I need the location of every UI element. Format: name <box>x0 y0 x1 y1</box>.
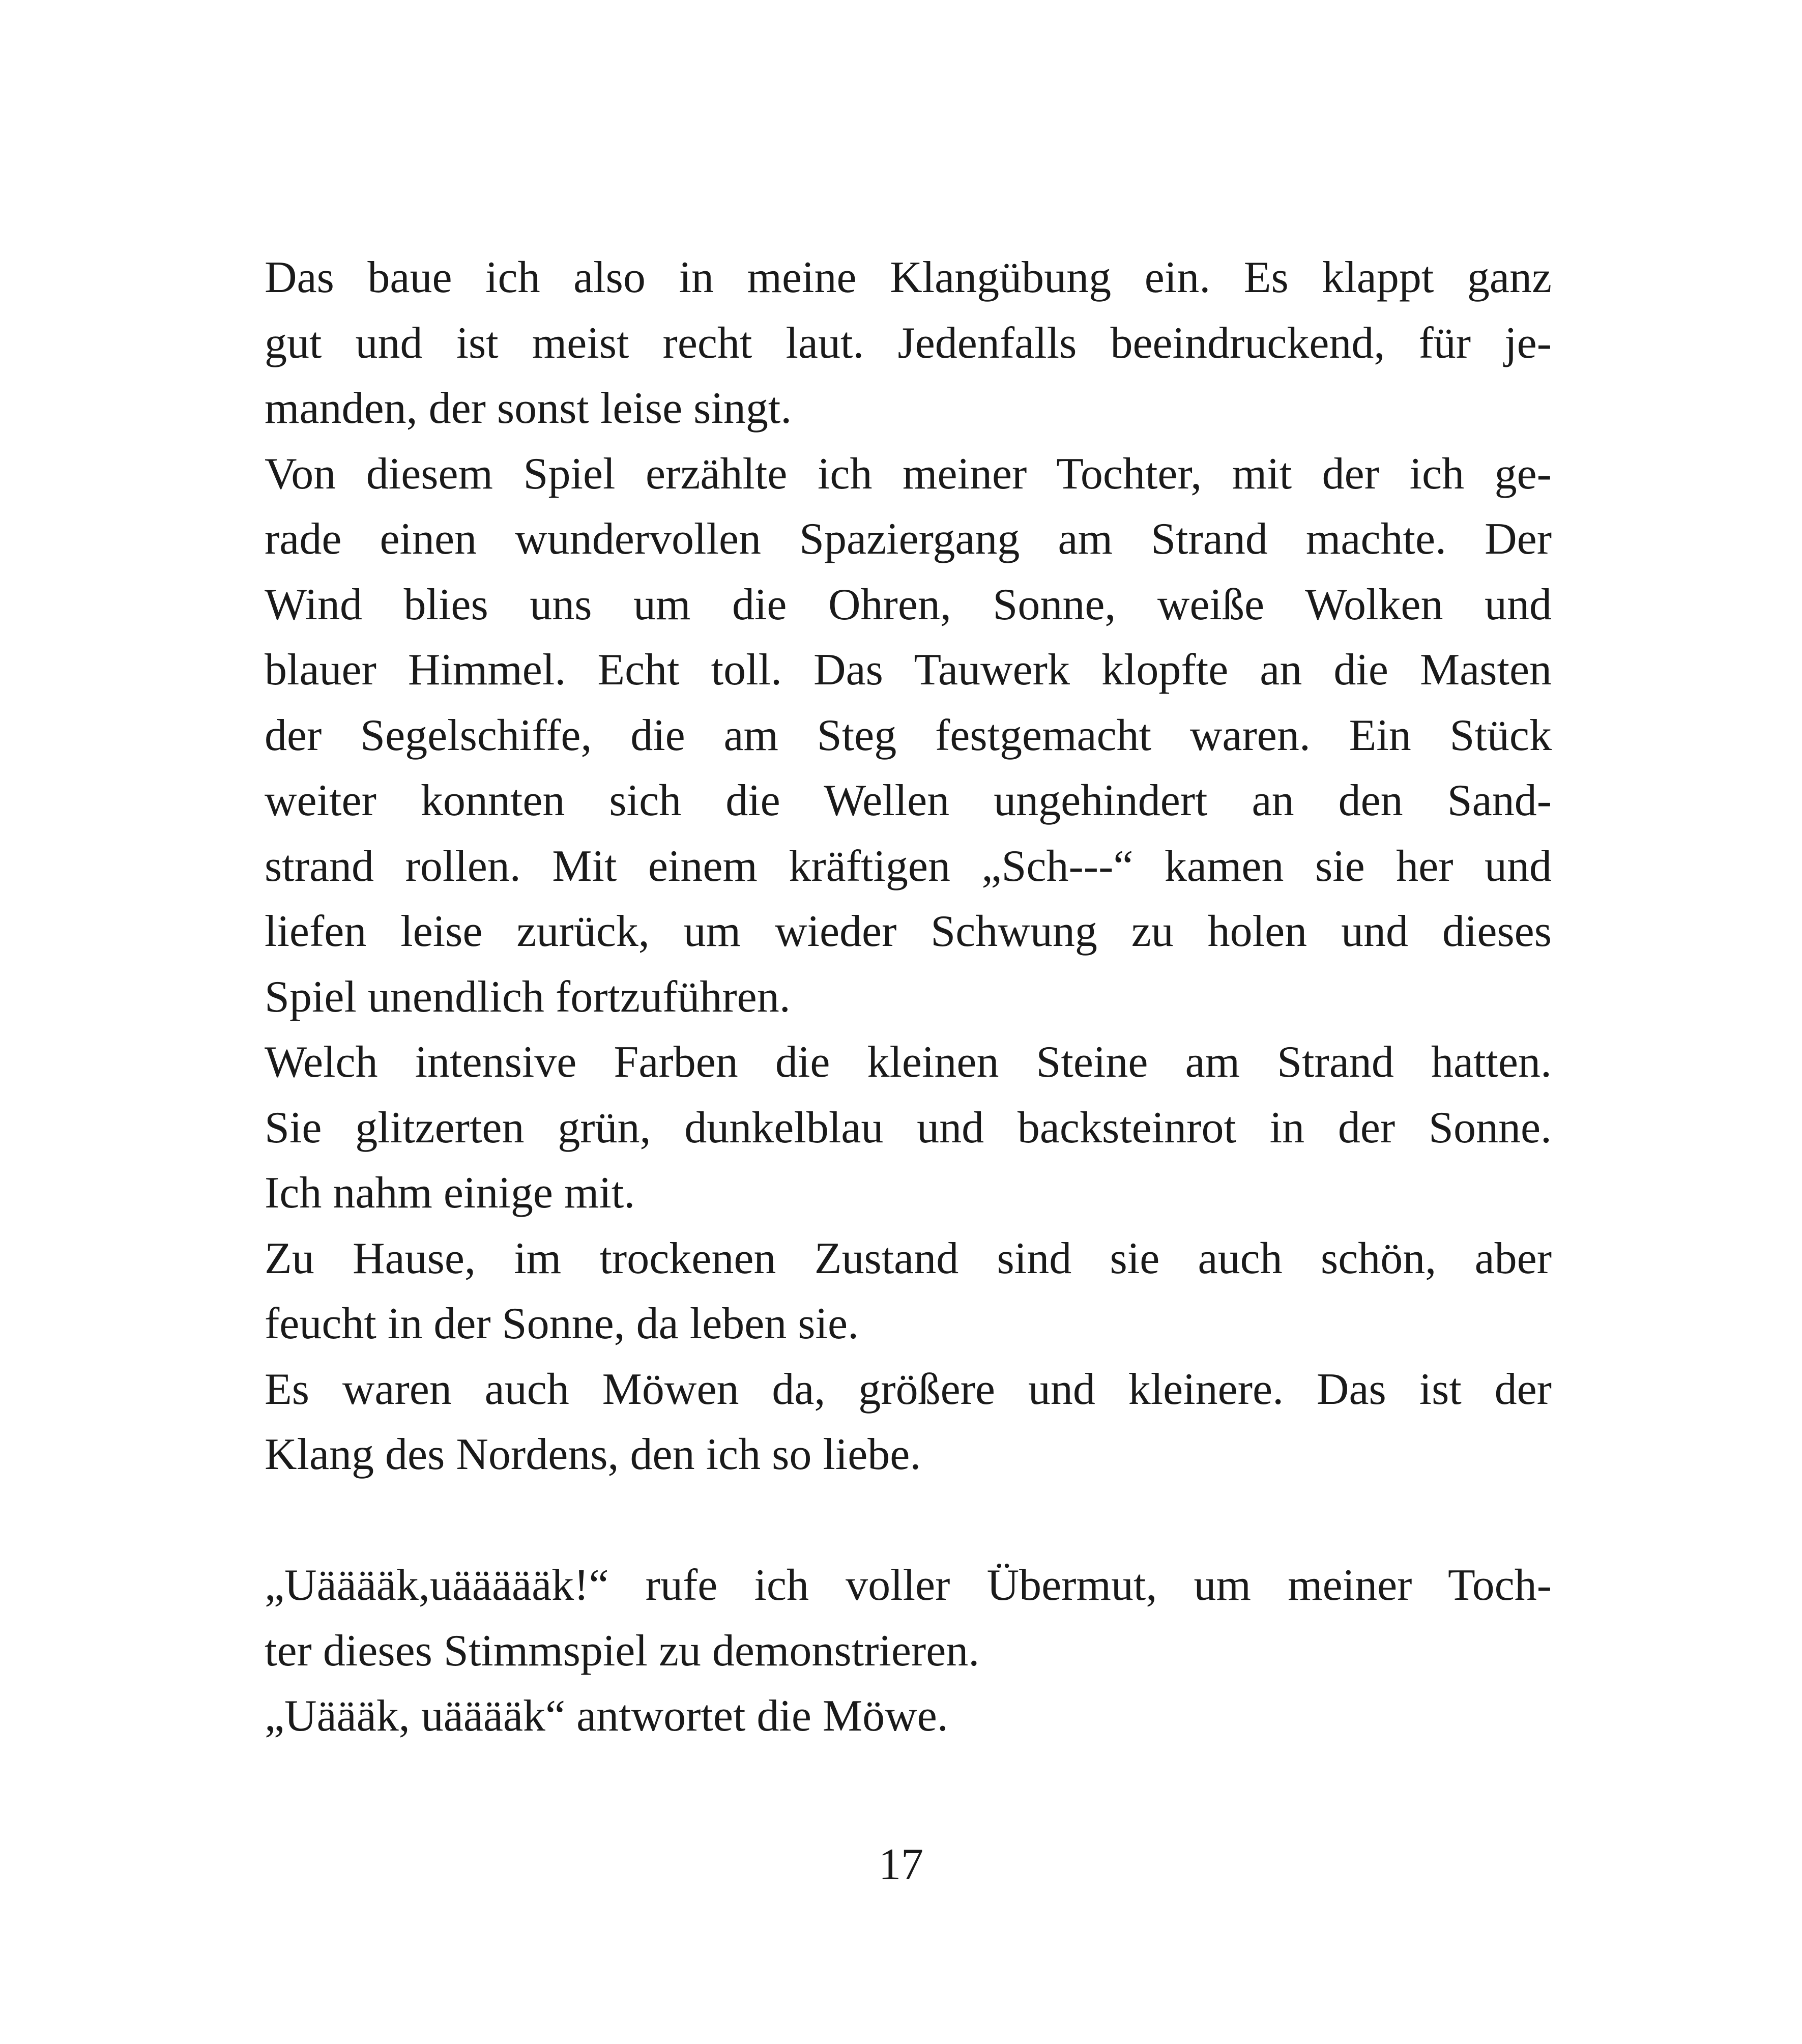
paragraph <box>265 1357 1552 1488</box>
text-line: rade einen wundervollen Spaziergang am Strand machte. Der <box>265 514 1552 564</box>
text-line: „Uääääk,uäääääk!“ rufe ich voller Übermut, um meiner Toch- <box>265 1561 1552 1610</box>
paragraph <box>265 1226 1552 1357</box>
text-line: Das baue ich also in meine Klangübung ein. Es klappt ganz <box>265 253 1552 302</box>
text-line: Klang des Nordens, den ich so liebe. <box>265 1430 921 1479</box>
text-line: Von diesem Spiel erzählte ich meiner Tochter, mit der ich ge- <box>265 449 1552 499</box>
text-line: Sie glitzerten grün, dunkelblau und backsteinrot in der Sonne. <box>265 1103 1552 1153</box>
text-line: Wind blies uns um die Ohren, Sonne, weiße Wolken und <box>265 580 1552 629</box>
text-line: der Segelschiffe, die am Steg festgemacht waren. Ein Stück <box>265 710 1552 760</box>
text-line: gut und ist meist recht laut. Jedenfalls beeindruckend, für je- <box>265 318 1552 368</box>
paragraph-gap <box>265 1488 1552 1553</box>
text-line: Ich nahm einige mit. <box>265 1168 635 1218</box>
text-line: strand rollen. Mit einem kräftigen „Sch---“ kamen sie her und <box>265 841 1552 891</box>
text-line: ter dieses Stimmspiel zu demonstrieren. <box>265 1626 980 1676</box>
paragraph <box>265 1553 1552 1684</box>
paragraph <box>265 245 1552 442</box>
text-line: „Uäääk, uääääk“ antwortet die Möwe. <box>265 1691 948 1741</box>
body-text <box>265 245 1552 1749</box>
text-line: liefen leise zurück, um wieder Schwung zu holen und dieses <box>265 907 1552 956</box>
text-line: feucht in der Sonne, da leben sie. <box>265 1299 859 1348</box>
text-line: manden, der sonst leise singt. <box>265 384 792 433</box>
page-number: 17 <box>879 1840 923 1889</box>
text-line: blauer Himmel. Echt toll. Das Tauwerk klopfte an die Masten <box>265 645 1552 695</box>
text-line: Zu Hause, im trockenen Zustand sind sie auch schön, aber <box>265 1233 1552 1283</box>
paragraph <box>265 1684 1552 1749</box>
text-line: Welch intensive Farben die kleinen Steine am Strand hatten. <box>265 1038 1552 1087</box>
paragraph <box>265 1030 1552 1226</box>
text-line: Es waren auch Möwen da, größere und kleinere. Das ist der <box>265 1364 1552 1414</box>
text-line: Spiel unendlich fortzuführen. <box>265 972 791 1022</box>
paragraph <box>265 442 1552 1030</box>
text-line: weiter konnten sich die Wellen ungehindert an den Sand- <box>265 776 1552 825</box>
